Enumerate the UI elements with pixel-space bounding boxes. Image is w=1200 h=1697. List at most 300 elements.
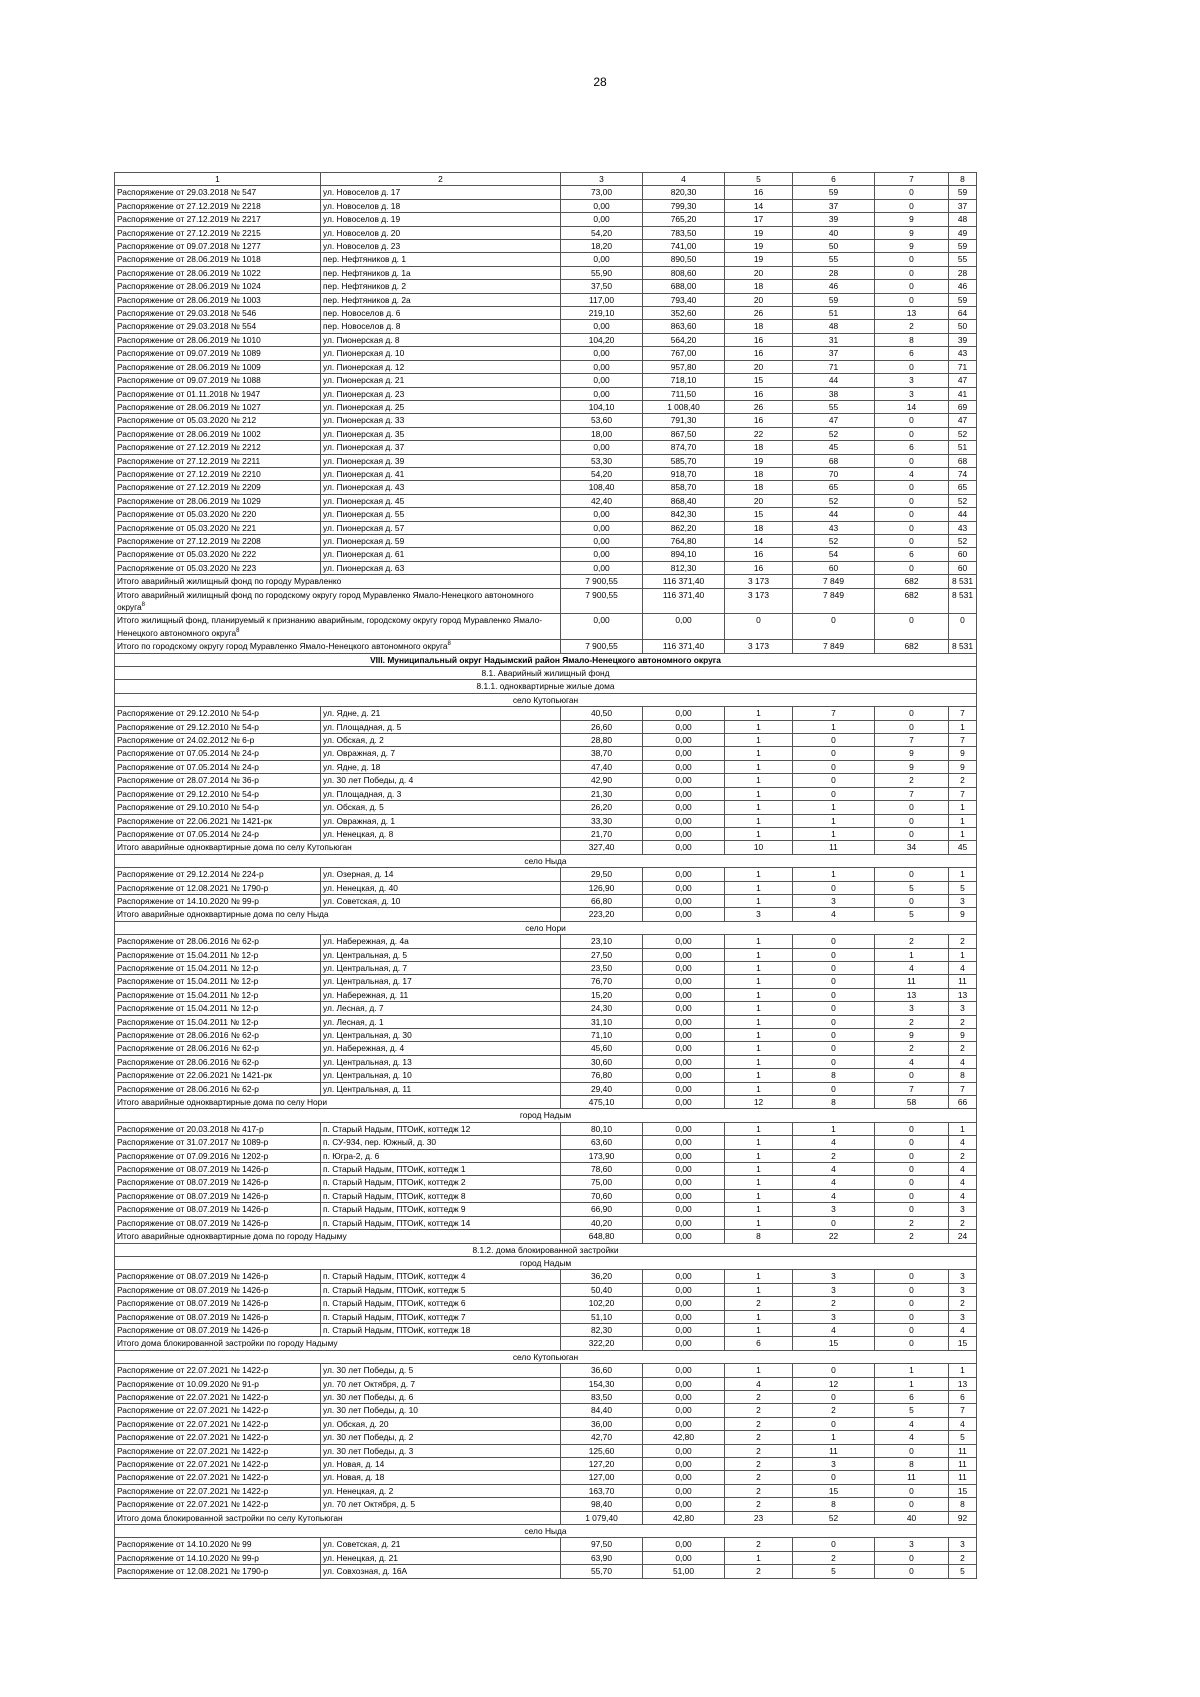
- value-cell: 7: [875, 787, 949, 800]
- value-cell: 0,00: [643, 1042, 725, 1055]
- value-cell: 60: [793, 561, 875, 574]
- value-cell: 0,00: [643, 881, 725, 894]
- value-cell: 5: [949, 881, 977, 894]
- value-cell: 0,00: [643, 975, 725, 988]
- value-cell: 711,50: [643, 387, 725, 400]
- value-cell: 3: [949, 1002, 977, 1015]
- section-heading-row: [115, 653, 977, 666]
- address-cell: ул. Площадная, д. 5: [321, 720, 561, 733]
- value-cell: 28: [793, 266, 875, 279]
- value-cell: 0: [875, 481, 949, 494]
- value-cell: 0,00: [643, 814, 725, 827]
- table-row: [115, 1390, 977, 1403]
- document-cell: Распоряжение от 12.08.2021 № 1790-р: [115, 1565, 321, 1578]
- total-value-cell: 7 849: [793, 588, 875, 614]
- total-row: [115, 640, 977, 653]
- document-cell: Распоряжение от 22.07.2021 № 1422-р: [115, 1484, 321, 1497]
- value-cell: 1: [793, 720, 875, 733]
- value-cell: 1: [793, 801, 875, 814]
- document-cell: Распоряжение от 28.06.2019 № 1022: [115, 266, 321, 279]
- table-row: [115, 534, 977, 547]
- table-row: [115, 1377, 977, 1390]
- value-cell: 53,30: [561, 454, 643, 467]
- address-cell: ул. Ненецкая, д. 21: [321, 1551, 561, 1564]
- value-cell: 812,30: [643, 561, 725, 574]
- table-row: [115, 414, 977, 427]
- total-value-cell: 3: [725, 908, 793, 921]
- address-cell: ул. Пионерская д. 21: [321, 374, 561, 387]
- value-cell: 0: [875, 521, 949, 534]
- document-cell: Распоряжение от 10.09.2020 № 91-р: [115, 1377, 321, 1390]
- address-cell: п. Старый Надым, ПТОиК, коттедж 5: [321, 1283, 561, 1296]
- value-cell: 0: [875, 814, 949, 827]
- value-cell: 66,90: [561, 1203, 643, 1216]
- address-cell: ул. Новоселов д. 20: [321, 226, 561, 239]
- value-cell: 0,00: [643, 1136, 725, 1149]
- value-cell: 1: [949, 948, 977, 961]
- value-cell: 1: [793, 1122, 875, 1135]
- total-value-cell: 15: [949, 1337, 977, 1350]
- total-value-cell: 0,00: [561, 614, 643, 640]
- value-cell: 7: [949, 1082, 977, 1095]
- address-cell: ул. Центральная, д. 11: [321, 1082, 561, 1095]
- address-cell: ул. Пионерская д. 59: [321, 534, 561, 547]
- document-cell: Распоряжение от 08.07.2019 № 1426-р: [115, 1203, 321, 1216]
- value-cell: 0,00: [643, 1176, 725, 1189]
- value-cell: 867,50: [643, 427, 725, 440]
- value-cell: 4: [793, 1136, 875, 1149]
- value-cell: 741,00: [643, 240, 725, 253]
- value-cell: 37,50: [561, 280, 643, 293]
- address-cell: п. Старый Надым, ПТОиК, коттедж 4: [321, 1270, 561, 1283]
- value-cell: 0,00: [643, 1189, 725, 1202]
- document-cell: Распоряжение от 22.07.2021 № 1422-р: [115, 1404, 321, 1417]
- value-cell: 13: [875, 988, 949, 1001]
- value-cell: 47: [949, 374, 977, 387]
- value-cell: 0: [793, 1364, 875, 1377]
- value-cell: 54: [793, 548, 875, 561]
- value-cell: 0,00: [643, 948, 725, 961]
- value-cell: 0: [875, 1136, 949, 1149]
- document-cell: Распоряжение от 29.03.2018 № 547: [115, 186, 321, 199]
- table-row: [115, 935, 977, 948]
- table-row: [115, 293, 977, 306]
- value-cell: 43: [793, 521, 875, 534]
- value-cell: 38: [793, 387, 875, 400]
- table-row: [115, 400, 977, 413]
- total-value-cell: 682: [875, 640, 949, 653]
- address-cell: ул. Центральная, д. 13: [321, 1055, 561, 1068]
- value-cell: 0,00: [643, 1498, 725, 1511]
- total-value-cell: 116 371,40: [643, 640, 725, 653]
- address-cell: ул. Пионерская д. 43: [321, 481, 561, 494]
- value-cell: 2: [793, 1404, 875, 1417]
- value-cell: 16: [725, 333, 793, 346]
- total-row: [115, 1230, 977, 1243]
- value-cell: 16: [725, 548, 793, 561]
- value-cell: 0: [793, 1417, 875, 1430]
- value-cell: 3: [949, 1283, 977, 1296]
- value-cell: 2: [725, 1484, 793, 1497]
- section-heading: VIII. Муниципальный округ Надымский район Ямало-Ненецкого автономного округа: [115, 653, 977, 666]
- document-cell: Распоряжение от 14.10.2020 № 99-р: [115, 1551, 321, 1564]
- value-cell: 37: [793, 347, 875, 360]
- value-cell: 0: [875, 1203, 949, 1216]
- table-row: [115, 747, 977, 760]
- total-value-cell: 9: [949, 908, 977, 921]
- value-cell: 0: [875, 1444, 949, 1457]
- subheading-row: [115, 1525, 977, 1538]
- value-cell: 68: [793, 454, 875, 467]
- total-row: [115, 614, 977, 640]
- document-cell: Распоряжение от 08.07.2019 № 1426-р: [115, 1189, 321, 1202]
- document-cell: Распоряжение от 27.12.2019 № 2215: [115, 226, 321, 239]
- value-cell: 31: [793, 333, 875, 346]
- address-cell: ул. Набережная, д. 11: [321, 988, 561, 1001]
- document-cell: Распоряжение от 09.07.2019 № 1088: [115, 374, 321, 387]
- value-cell: 97,50: [561, 1538, 643, 1551]
- value-cell: 2: [725, 1538, 793, 1551]
- value-cell: 4: [793, 1189, 875, 1202]
- document-cell: Распоряжение от 29.12.2010 № 54-р: [115, 720, 321, 733]
- column-number: 8: [949, 173, 977, 186]
- value-cell: 0,00: [643, 1297, 725, 1310]
- table-row: [115, 1431, 977, 1444]
- value-cell: 0,00: [643, 1417, 725, 1430]
- total-value-cell: 8 531: [949, 640, 977, 653]
- value-cell: 52: [793, 427, 875, 440]
- value-cell: 1: [725, 935, 793, 948]
- subheading: село Нори: [115, 921, 977, 934]
- table-row: [115, 1551, 977, 1564]
- value-cell: 51,10: [561, 1310, 643, 1323]
- value-cell: 44: [793, 508, 875, 521]
- address-cell: ул. 70 лет Октября, д. 5: [321, 1498, 561, 1511]
- document-cell: Распоряжение от 05.03.2020 № 223: [115, 561, 321, 574]
- total-label: Итого аварийные одноквартирные дома по селу Ныда: [115, 908, 561, 921]
- value-cell: 0,00: [643, 747, 725, 760]
- address-cell: п. Старый Надым, ПТОиК, коттедж 6: [321, 1297, 561, 1310]
- value-cell: 783,50: [643, 226, 725, 239]
- address-cell: ул. Пионерская д. 61: [321, 548, 561, 561]
- total-value-cell: 40: [875, 1511, 949, 1524]
- value-cell: 47: [949, 414, 977, 427]
- total-value-cell: 42,80: [643, 1511, 725, 1524]
- total-value-cell: 58: [875, 1096, 949, 1109]
- table-row: [115, 1055, 977, 1068]
- value-cell: 76,80: [561, 1069, 643, 1082]
- value-cell: 15: [725, 374, 793, 387]
- value-cell: 1: [725, 1042, 793, 1055]
- value-cell: 1: [949, 1364, 977, 1377]
- document-cell: Распоряжение от 22.07.2021 № 1422-р: [115, 1498, 321, 1511]
- value-cell: 1: [725, 734, 793, 747]
- value-cell: 55: [949, 253, 977, 266]
- value-cell: 46: [793, 280, 875, 293]
- address-cell: ул. Пионерская д. 63: [321, 561, 561, 574]
- value-cell: 0: [793, 1471, 875, 1484]
- address-cell: ул. Обская, д. 20: [321, 1417, 561, 1430]
- document-cell: Распоряжение от 20.03.2018 № 417-р: [115, 1122, 321, 1135]
- document-cell: Распоряжение от 14.10.2020 № 99-р: [115, 894, 321, 907]
- document-cell: Распоряжение от 28.06.2019 № 1029: [115, 494, 321, 507]
- value-cell: 0,00: [643, 868, 725, 881]
- value-cell: 60: [949, 548, 977, 561]
- value-cell: 1: [725, 1283, 793, 1296]
- address-cell: пер. Новоселов д. 6: [321, 307, 561, 320]
- value-cell: 6: [949, 1390, 977, 1403]
- document-cell: Распоряжение от 09.07.2019 № 1089: [115, 347, 321, 360]
- document-cell: Распоряжение от 05.03.2020 № 221: [115, 521, 321, 534]
- value-cell: 2: [875, 1015, 949, 1028]
- value-cell: 0: [793, 1390, 875, 1403]
- value-cell: 0: [793, 975, 875, 988]
- total-row: [115, 908, 977, 921]
- value-cell: 16: [725, 414, 793, 427]
- value-cell: 5: [949, 1565, 977, 1578]
- value-cell: 7: [949, 734, 977, 747]
- value-cell: 1: [949, 827, 977, 840]
- value-cell: 808,60: [643, 266, 725, 279]
- value-cell: 858,70: [643, 481, 725, 494]
- value-cell: 11: [949, 975, 977, 988]
- total-value-cell: 682: [875, 575, 949, 588]
- document-cell: Распоряжение от 22.07.2021 № 1422-р: [115, 1390, 321, 1403]
- value-cell: 8: [875, 1458, 949, 1471]
- value-cell: 0: [875, 360, 949, 373]
- value-cell: 5: [949, 1431, 977, 1444]
- value-cell: 71,10: [561, 1029, 643, 1042]
- column-number: 1: [115, 173, 321, 186]
- value-cell: 31,10: [561, 1015, 643, 1028]
- value-cell: 862,20: [643, 521, 725, 534]
- value-cell: 7: [875, 734, 949, 747]
- value-cell: 53,60: [561, 414, 643, 427]
- value-cell: 52: [793, 534, 875, 547]
- value-cell: 2: [793, 1551, 875, 1564]
- value-cell: 0,00: [643, 1390, 725, 1403]
- value-cell: 5: [875, 881, 949, 894]
- value-cell: 65: [949, 481, 977, 494]
- value-cell: 4: [725, 1377, 793, 1390]
- value-cell: 1: [949, 814, 977, 827]
- value-cell: 0,00: [643, 1002, 725, 1015]
- total-label: Итого аварийный жилищный фонд по городскому округу город Муравленко Ямало-Ненецкого автономного округа$^8$: [115, 588, 561, 614]
- document-cell: Распоряжение от 27.12.2019 № 2209: [115, 481, 321, 494]
- value-cell: 26,20: [561, 801, 643, 814]
- value-cell: 8: [875, 333, 949, 346]
- value-cell: 44: [949, 508, 977, 521]
- value-cell: 0,00: [643, 1149, 725, 1162]
- value-cell: 0: [875, 1163, 949, 1176]
- value-cell: 0,00: [643, 1310, 725, 1323]
- value-cell: 18: [725, 320, 793, 333]
- value-cell: 2: [793, 1149, 875, 1162]
- value-cell: 21,30: [561, 787, 643, 800]
- value-cell: 63,90: [561, 1551, 643, 1564]
- document-cell: Распоряжение от 15.04.2011 № 12-р: [115, 1002, 321, 1015]
- document-cell: Распоряжение от 15.04.2011 № 12-р: [115, 1015, 321, 1028]
- document-cell: Распоряжение от 05.03.2020 № 222: [115, 548, 321, 561]
- value-cell: 43: [949, 347, 977, 360]
- total-label: Итого аварийный жилищный фонд по городу Муравленко: [115, 575, 561, 588]
- value-cell: 1 008,40: [643, 400, 725, 413]
- table-row: [115, 266, 977, 279]
- value-cell: 2: [725, 1297, 793, 1310]
- table-row: [115, 1029, 977, 1042]
- value-cell: 36,20: [561, 1270, 643, 1283]
- value-cell: 0,00: [561, 199, 643, 212]
- value-cell: 12: [793, 1377, 875, 1390]
- table-row: [115, 1002, 977, 1015]
- address-cell: ул. Ядне, д. 21: [321, 707, 561, 720]
- total-value-cell: 3 173: [725, 588, 793, 614]
- value-cell: 1: [725, 1270, 793, 1283]
- value-cell: 15: [725, 508, 793, 521]
- value-cell: 3: [875, 1002, 949, 1015]
- address-cell: ул. 30 лет Победы, д. 4: [321, 774, 561, 787]
- total-row: [115, 575, 977, 588]
- value-cell: 4: [949, 961, 977, 974]
- value-cell: 2: [875, 1042, 949, 1055]
- table-row: [115, 360, 977, 373]
- address-cell: ул. Ненецкая, д. 2: [321, 1484, 561, 1497]
- value-cell: 7: [875, 1082, 949, 1095]
- value-cell: 764,80: [643, 534, 725, 547]
- address-cell: пер. Нефтяников д. 1: [321, 253, 561, 266]
- document-cell: Распоряжение от 22.06.2021 № 1421-рк: [115, 814, 321, 827]
- address-cell: ул. Овражная, д. 1: [321, 814, 561, 827]
- value-cell: 0: [875, 280, 949, 293]
- value-cell: 0: [875, 508, 949, 521]
- value-cell: 0: [793, 1015, 875, 1028]
- value-cell: 127,20: [561, 1458, 643, 1471]
- value-cell: 0: [875, 1176, 949, 1189]
- address-cell: п. Старый Надым, ПТОиК, коттедж 1: [321, 1163, 561, 1176]
- value-cell: 3: [875, 1538, 949, 1551]
- value-cell: 59: [949, 240, 977, 253]
- value-cell: 45,60: [561, 1042, 643, 1055]
- document-cell: Распоряжение от 28.06.2019 № 1010: [115, 333, 321, 346]
- value-cell: 564,20: [643, 333, 725, 346]
- address-cell: ул. Новоселов д. 19: [321, 213, 561, 226]
- total-value-cell: 0: [949, 614, 977, 640]
- page-number: 28: [593, 75, 607, 89]
- subheading: село Ныда: [115, 1525, 977, 1538]
- value-cell: 0: [793, 1042, 875, 1055]
- value-cell: 765,20: [643, 213, 725, 226]
- value-cell: 19: [725, 226, 793, 239]
- value-cell: 5: [875, 1404, 949, 1417]
- subheading: село Кутопьюган: [115, 1350, 977, 1363]
- value-cell: 11: [875, 975, 949, 988]
- value-cell: 59: [949, 293, 977, 306]
- address-cell: ул. Пионерская д. 33: [321, 414, 561, 427]
- table-row: [115, 1283, 977, 1296]
- value-cell: 1: [725, 868, 793, 881]
- document-cell: Распоряжение от 07.05.2014 № 24-р: [115, 760, 321, 773]
- value-cell: 957,80: [643, 360, 725, 373]
- value-cell: 41: [949, 387, 977, 400]
- value-cell: 0: [875, 707, 949, 720]
- document-cell: Распоряжение от 08.07.2019 № 1426-р: [115, 1270, 321, 1283]
- value-cell: 791,30: [643, 414, 725, 427]
- table-row: [115, 1417, 977, 1430]
- value-cell: 2: [793, 1297, 875, 1310]
- document-cell: Распоряжение от 09.07.2018 № 1277: [115, 240, 321, 253]
- value-cell: 1: [725, 1136, 793, 1149]
- table-row: [115, 1364, 977, 1377]
- total-label: Итого дома блокированной застройки по селу Кутопьюган: [115, 1511, 561, 1524]
- table-row: [115, 801, 977, 814]
- value-cell: 1: [725, 1149, 793, 1162]
- value-cell: 4: [949, 1055, 977, 1068]
- value-cell: 78,60: [561, 1163, 643, 1176]
- address-cell: п. Старый Надым, ПТОиК, коттедж 9: [321, 1203, 561, 1216]
- total-value-cell: 7 849: [793, 640, 875, 653]
- value-cell: 0,00: [561, 534, 643, 547]
- value-cell: 14: [725, 199, 793, 212]
- value-cell: 1: [725, 1176, 793, 1189]
- value-cell: 0,00: [643, 720, 725, 733]
- value-cell: 37: [949, 199, 977, 212]
- value-cell: 2: [725, 1458, 793, 1471]
- address-cell: ул. Совхозная, д. 16А: [321, 1565, 561, 1578]
- address-cell: ул. Советская, д. 21: [321, 1538, 561, 1551]
- value-cell: 26: [725, 307, 793, 320]
- value-cell: 64: [949, 307, 977, 320]
- value-cell: 83,50: [561, 1390, 643, 1403]
- address-cell: ул. Набережная, д. 4а: [321, 935, 561, 948]
- total-value-cell: 0,00: [643, 1230, 725, 1243]
- document-cell: Распоряжение от 15.04.2011 № 12-р: [115, 988, 321, 1001]
- subheading: 8.1.1. одноквартирные жилые дома: [115, 680, 977, 693]
- document-cell: Распоряжение от 07.05.2014 № 24-р: [115, 747, 321, 760]
- value-cell: 0,00: [643, 961, 725, 974]
- address-cell: п. СУ-934, пер. Южный, д. 30: [321, 1136, 561, 1149]
- value-cell: 3: [875, 387, 949, 400]
- table-row: [115, 1122, 977, 1135]
- value-cell: 1: [793, 1431, 875, 1444]
- value-cell: 69: [949, 400, 977, 413]
- total-value-cell: 52: [793, 1511, 875, 1524]
- address-cell: ул. 30 лет Победы, д. 6: [321, 1390, 561, 1403]
- value-cell: 219,10: [561, 307, 643, 320]
- table-row: [115, 1082, 977, 1095]
- document-cell: Распоряжение от 08.07.2019 № 1426-р: [115, 1283, 321, 1296]
- document-cell: Распоряжение от 28.06.2019 № 1018: [115, 253, 321, 266]
- value-cell: 59: [949, 186, 977, 199]
- value-cell: 1: [725, 961, 793, 974]
- value-cell: 19: [725, 454, 793, 467]
- total-value-cell: 7 900,55: [561, 640, 643, 653]
- value-cell: 50,40: [561, 1283, 643, 1296]
- address-cell: п. Старый Надым, ПТОиК, коттедж 12: [321, 1122, 561, 1135]
- column-number-row: [115, 173, 977, 186]
- value-cell: 1: [793, 814, 875, 827]
- value-cell: 0,00: [643, 1538, 725, 1551]
- value-cell: 2: [949, 774, 977, 787]
- value-cell: 0,00: [643, 1270, 725, 1283]
- value-cell: 2: [949, 1015, 977, 1028]
- value-cell: 15,20: [561, 988, 643, 1001]
- value-cell: 26: [725, 400, 793, 413]
- value-cell: 84,40: [561, 1404, 643, 1417]
- value-cell: 6: [875, 1390, 949, 1403]
- value-cell: 4: [949, 1176, 977, 1189]
- table-row: [115, 454, 977, 467]
- subheading-row: [115, 921, 977, 934]
